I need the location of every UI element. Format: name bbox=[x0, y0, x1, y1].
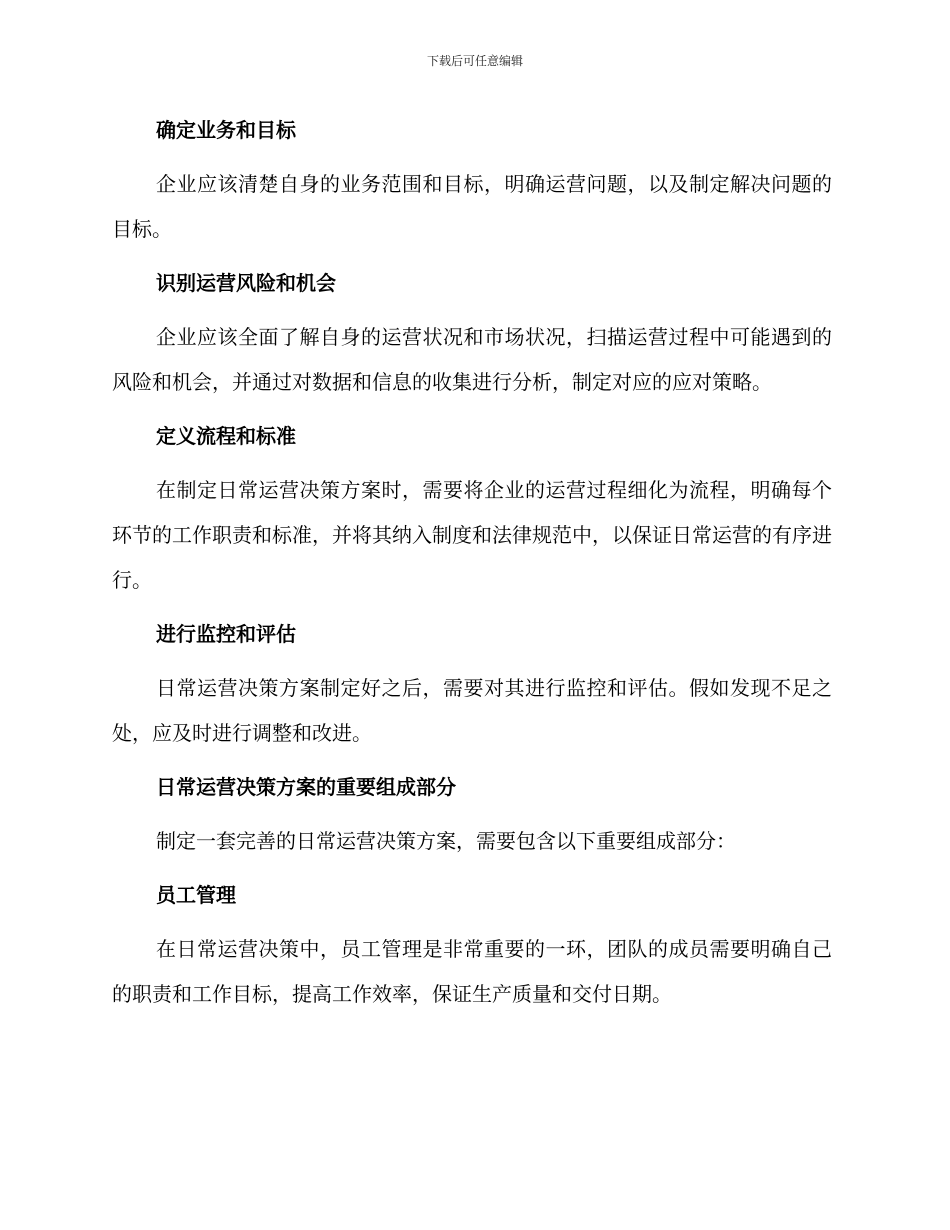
section-heading: 员工管理 bbox=[156, 883, 236, 907]
paragraph: 在日常运营决策中，员工管理是非常重要的一环，团队的成员需要明确自己的职责和工作目标，提高工作效率，保证生产质量和交付日期。 bbox=[112, 937, 832, 1006]
section-heading: 确定业务和目标 bbox=[156, 118, 296, 142]
paragraph: 制定一套完善的日常运营决策方案，需要包含以下重要组成部分： bbox=[156, 829, 736, 853]
document-body bbox=[112, 112, 832, 1017]
paragraph: 企业应该清楚自身的业务范围和目标，明确运营问题，以及制定解决问题的目标。 bbox=[112, 172, 832, 241]
section-heading: 日常运营决策方案的重要组成部分 bbox=[156, 775, 456, 799]
section-heading: 进行监控和评估 bbox=[156, 622, 296, 646]
section-heading: 识别运营风险和机会 bbox=[156, 271, 336, 295]
paragraph: 企业应该全面了解自身的运营状况和市场状况，扫描运营过程中可能遇到的风险和机会，并通过对数据和信息的收集进行分析，制定对应的应对策略。 bbox=[112, 325, 832, 394]
section-heading: 定义流程和标准 bbox=[156, 424, 296, 448]
paragraph: 在制定日常运营决策方案时，需要将企业的运营过程细化为流程，明确每个环节的工作职责和标准，并将其纳入制度和法律规范中，以保证日常运营的有序进行。 bbox=[112, 478, 832, 592]
paragraph: 日常运营决策方案制定好之后，需要对其进行监控和评估。假如发现不足之处，应及时进行调整和改进。 bbox=[112, 676, 832, 745]
page-header: 下载后可任意编辑 bbox=[426, 54, 523, 68]
